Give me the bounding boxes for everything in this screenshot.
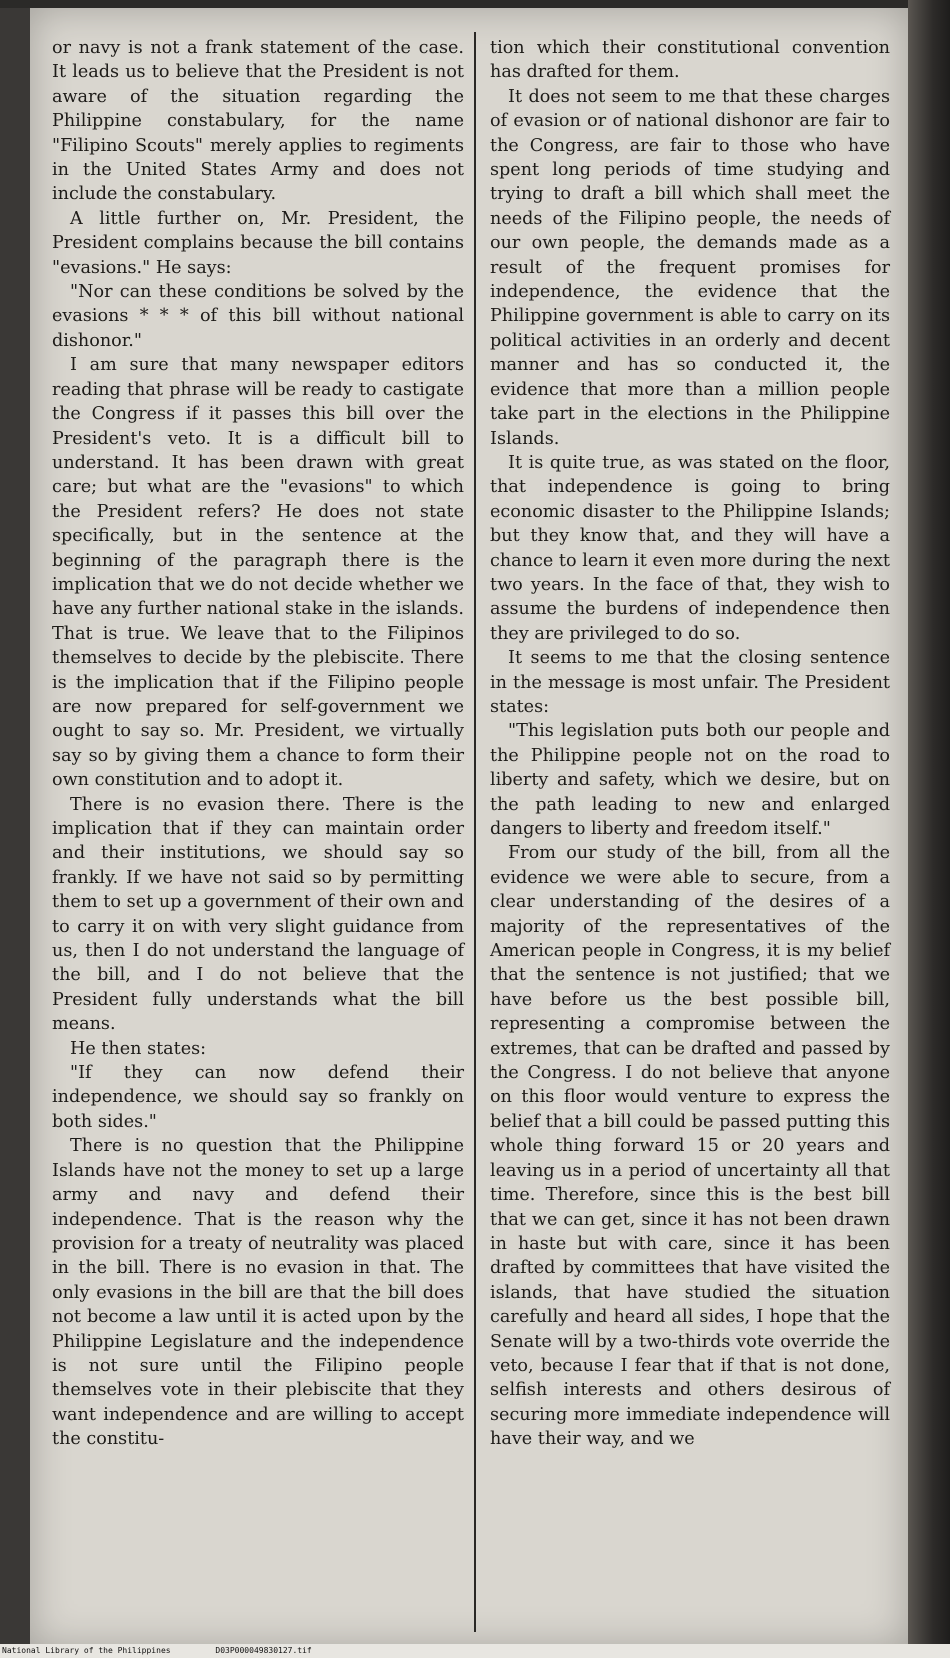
quote-paragraph: "If they can now defend their independence, we should say so frankly on both sides.": [52, 1063, 464, 1132]
paragraph: From our study of the bill, from all the evidence we were able to secure, from a clear understanding of the desires of a majority of the representatives of the American people in Congress, it is my belief that the sentence is not justified; that we have before us the best possible bill, representing a compromise between the extremes, that can be drafted and passed by the Congress. I do not believe that anyone on this floor would venture to express the belief that a bill could be passed putting this whole thing forward 15 or 20 years and leaving us in a period of uncertainty all that time. Therefore, since this is the best bill that we can get, since it has not been drawn in haste but with care, since it has been drafted by committees that have visited the islands, that have studied the situation carefully and heard all sides, I hope that the Senate will by a two-thirds vote override the veto, because I fear that if that is not done, selfish interests and others desirous of securing more immediate independence will have their way, and we: [490, 843, 890, 1450]
paragraph: It seems to me that the closing sentence in the message is most unfair. The President states:: [490, 648, 890, 717]
newspaper-page: [30, 8, 908, 1648]
paragraph: It is quite true, as was stated on the floor, that independence is going to bring economic disaster to the Philippine Islands; but they know that, and they will have a chance to learn it even more during the next two years. In the face of that, they wish to assume the burdens of independence then they are privileged to do so.: [490, 452, 890, 644]
scan-footer: [0, 1644, 950, 1658]
paragraph: He then states:: [70, 1038, 207, 1059]
scan-binding-edge: [908, 0, 950, 1658]
left-column: [52, 36, 464, 1452]
file-id: D03P000049830127.tif: [215, 1646, 312, 1655]
paragraph: A little further on, Mr. President, the President complains because the bill contains "evasions." He says:: [52, 208, 464, 278]
paragraph: There is no question that the Philippine Islands have not the money to set up a large army and navy and defend their independence. That is the reason why the provision for a treaty of neutrality was placed in the bill. There is no evasion in that. The only evasions in the bill are that the bill does not become a law until it is acted upon by the Philippine Legislature and the independence is not sure until the Filipino people themselves vote in their plebiscite that they want independence and are willing to accept the constitu-: [52, 1136, 464, 1450]
paragraph: There is no evasion there. There is the implication that if they can maintain order and their institutions, we should say so frankly. If we have not said so by permitting them to set up a government of their own and to carry it on with very slight guidance from us, then I do not understand the language of the bill, and I do not believe that the President fully understands what the bill means.: [52, 794, 464, 1035]
scan-top-edge: [0, 0, 950, 8]
library-name: National Library of the Philippines: [2, 1646, 171, 1655]
quote-paragraph: "Nor can these conditions be solved by the evasions * * * of this bill without national dishonor.": [52, 282, 464, 351]
column-divider: [474, 32, 476, 1632]
paragraph: I am sure that many newspaper editors reading that phrase will be ready to castigate the Congress if it passes this bill over the President's veto. It is a difficult bill to understand. It has been drawn with great care; but what are the "evasions" to which the President refers? He does not state specifically, but in the sentence at the beginning of the paragraph there is the implication that we do not decide whether we have any further national stake in the islands. That is true. We leave that to the Filipinos themselves to decide by the plebiscite. There is the implication that if the Filipino people are now prepared for self-government we ought to say so. Mr. President, we virtually say so by giving them a chance to form their own constitution and to adopt it.: [52, 355, 464, 791]
paragraph: It does not seem to me that these charges of evasion or of national dishonor are fair to the Congress, are fair to those who have spent long periods of time studying and trying to draft a bill which shall meet the needs of the Filipino people, the needs of our own people, the demands made as a result of the frequent promises for independence, the evidence that the Philippine government is able to carry on its political activities in an orderly and decent manner and has so conducted it, the evidence that more than a million people take part in the elections in the Philippine Islands.: [490, 86, 890, 449]
paragraph: or navy is not a frank statement of the case. It leads us to believe that the President is not aware of the situation regarding the Philippine constabulary, for the name "Filipino Scouts" merely applies to regiments in the United States Army and does not include the constabulary.: [52, 38, 464, 205]
paragraph: tion which their constitutional convention has drafted for them.: [490, 38, 890, 83]
right-column: [490, 36, 890, 1452]
quote-paragraph: "This legislation puts both our people and the Philippine people not on the road to liberty and safety, which we desire, but on the path leading to new and enlarged dangers to liberty and freedom itself.": [490, 721, 890, 839]
